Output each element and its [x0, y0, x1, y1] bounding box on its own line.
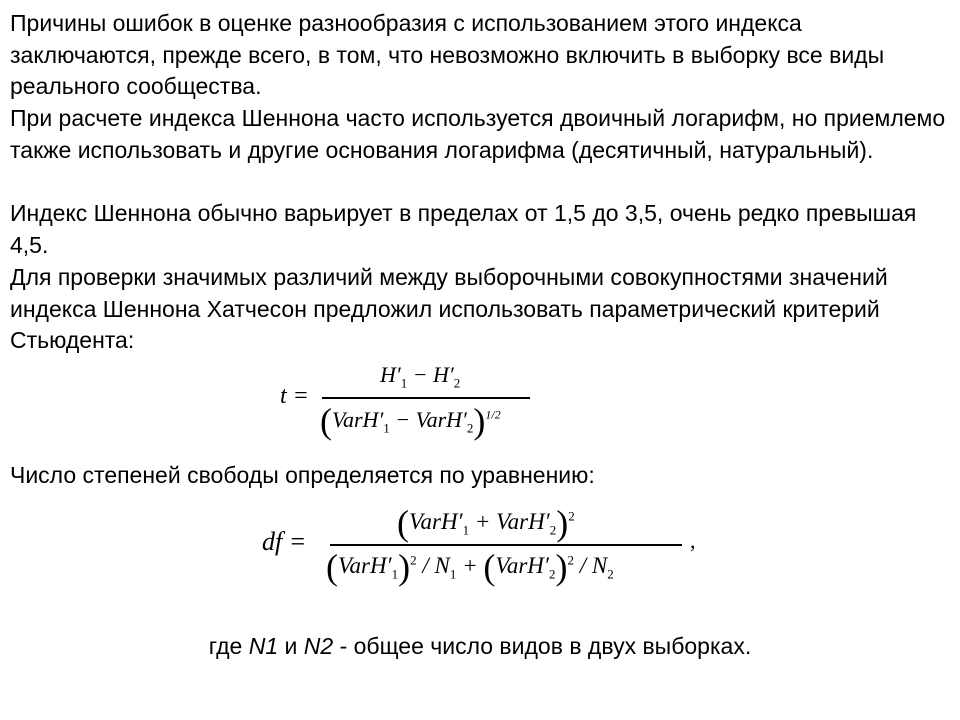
- paragraph-student-test: Для проверки значимых различий между выборочными совокупностями значений индекса Шеннона Хатчесон предложил использовать параметрический критерий Стьюдента:: [10, 264, 888, 353]
- t-test-formula: t = $H'_1 - H'_2$ ($VarH'_1$ − $VarH'_2)^{1/2}$: [280, 360, 540, 450]
- caption: [0, 633, 960, 660]
- caption-mid: и: [278, 633, 304, 659]
- caption-n1: N1: [248, 633, 279, 659]
- paragraph-logarithm: При расчете индекса Шеннона часто используется двоичный логарифм, но приемлемо также использовать и другие основания логарифма (десятичный, натуральный).: [10, 105, 946, 163]
- paragraph-errors: Причины ошибок в оценке разнообразия с использованием этого индекса заключаются, прежде всего, в том, что невозможно включить в выборку все виды реального сообщества.: [10, 10, 885, 99]
- caption-n2: N2: [303, 633, 334, 659]
- caption-suffix: - общее число видов в двух выборках.: [333, 633, 752, 659]
- paragraph-range: Индекс Шеннона обычно варьирует в пределах от 1,5 до 3,5, очень редко превышая 4,5.: [10, 200, 917, 258]
- df-formula: df = ($VarH'_1$ + $VarH'_2)^2$ $(VarH'_1)^2 / N_1$ + $(VarH'_2)^2 / N_2$ ,: [262, 503, 696, 587]
- caption-prefix: где: [208, 633, 249, 659]
- dof-text: Число степеней свободы определяется по уравнению:: [10, 462, 595, 488]
